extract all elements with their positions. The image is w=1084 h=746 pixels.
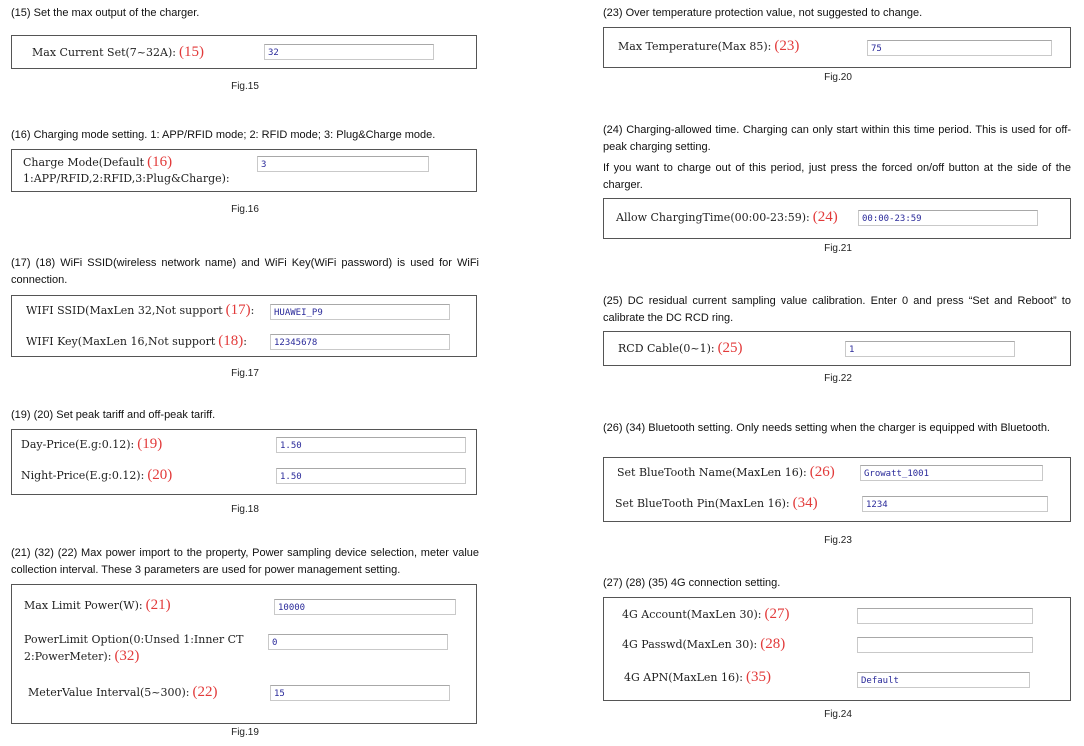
wifi-ssid-input[interactable]: HUAWEI_P9 <box>270 304 450 320</box>
fig21-panel <box>603 198 1071 239</box>
section-25-text: (25) DC residual current sampling value calibration. Enter 0 and press “Set and Reboot” to calibrate the DC RCD ring. <box>603 295 1071 324</box>
wifi-key-row <box>26 333 247 350</box>
fig23-panel <box>603 457 1071 522</box>
callout-24: (24) <box>812 209 838 225</box>
fig15-caption: Fig.15 <box>231 81 259 92</box>
fig22-panel <box>603 331 1071 366</box>
callout-25: (25) <box>717 340 743 356</box>
callout-21: (21) <box>145 597 171 613</box>
callout-27: (27) <box>764 606 790 622</box>
4g-passwd-input[interactable] <box>857 637 1033 653</box>
callout-20: (20) <box>147 467 173 483</box>
night-price-label: Night-Price(E.g:0.12): <box>21 469 145 482</box>
max-limit-row <box>24 597 171 614</box>
night-price-input[interactable]: 1.50 <box>276 468 466 484</box>
max-temperature-row <box>618 38 799 55</box>
charge-mode-row-1 <box>23 154 172 171</box>
callout-35: (35) <box>745 669 771 685</box>
callout-17: (17) <box>225 302 251 318</box>
section-16-text: (16) Charging mode setting. 1: APP/RFID mode; 2: RFID mode; 3: Plug&Charge mode. <box>11 129 436 141</box>
rcd-cable-row <box>618 340 743 357</box>
section-23-text: (23) Over temperature protection value, not suggested to change. <box>603 7 923 19</box>
wifi-key-colon: : <box>243 335 247 348</box>
night-price-row <box>21 467 172 484</box>
charge-mode-label: Charge Mode(Default <box>23 156 145 169</box>
day-price-input[interactable]: 1.50 <box>276 437 466 453</box>
max-current-input[interactable]: 32 <box>264 44 434 60</box>
day-price-row <box>21 436 162 453</box>
section-24-text-1: (24) Charging-allowed time. Charging can only start within this time period. This is used for off-peak charging setting. <box>603 124 1071 153</box>
bluetooth-name-label: Set BlueTooth Name(MaxLen 16): <box>617 466 807 479</box>
wifi-ssid-row <box>26 302 254 319</box>
max-temperature-label: Max Temperature(Max 85): <box>618 40 772 53</box>
power-limit-option-row-2 <box>24 648 139 665</box>
section-27-text: (27) (28) (35) 4G connection setting. <box>603 577 781 589</box>
meter-interval-label: MeterValue Interval(5~300): <box>28 686 190 699</box>
4g-account-label: 4G Account(MaxLen 30): <box>622 608 762 621</box>
wifi-key-label: WIFI Key(MaxLen 16,Not support <box>26 335 216 348</box>
fig22-caption: Fig.22 <box>824 373 852 384</box>
fig16-panel <box>11 149 477 192</box>
allow-charging-time-label: Allow ChargingTime(00:00-23:59): <box>616 211 810 224</box>
fig21-caption: Fig.21 <box>824 243 852 254</box>
4g-apn-input[interactable]: Default <box>857 672 1030 688</box>
bluetooth-pin-input[interactable]: 1234 <box>862 496 1048 512</box>
fig18-panel <box>11 429 477 495</box>
allow-charging-time-row <box>616 209 838 226</box>
fig15-panel <box>11 35 477 69</box>
fig20-panel <box>603 27 1071 68</box>
max-current-label: Max Current Set(7~32A): <box>32 46 176 59</box>
fig20-caption: Fig.20 <box>824 72 852 83</box>
callout-32: (32) <box>114 648 140 664</box>
charge-mode-row-2: 1:APP/RFID,2:RFID,3:Plug&Charge): <box>23 172 230 185</box>
max-limit-label: Max Limit Power(W): <box>24 599 143 612</box>
fig19-panel <box>11 584 477 724</box>
wifi-key-input[interactable]: 12345678 <box>270 334 450 350</box>
callout-22: (22) <box>192 684 218 700</box>
callout-34: (34) <box>792 495 818 511</box>
wifi-ssid-colon: : <box>250 304 255 317</box>
max-temperature-input[interactable]: 75 <box>867 40 1052 56</box>
section-24-text-2: If you want to charge out of this period, just press the forced on/off button at the side of the charger. <box>603 162 1071 191</box>
callout-15: (15) <box>178 44 204 60</box>
wifi-ssid-label: WIFI SSID(MaxLen 32,Not support <box>26 304 223 317</box>
callout-26: (26) <box>809 464 835 480</box>
fig17-caption: Fig.17 <box>231 368 259 379</box>
power-limit-option-row-1: PowerLimit Option(0:Unsed 1:Inner CT <box>24 633 244 646</box>
bluetooth-name-input[interactable]: Growatt_1001 <box>860 465 1043 481</box>
allow-charging-time-input[interactable]: 00:00-23:59 <box>858 210 1038 226</box>
rcd-cable-label: RCD Cable(0~1): <box>618 342 715 355</box>
power-limit-option-label: 2:PowerMeter): <box>24 650 112 663</box>
4g-passwd-row <box>622 636 785 653</box>
callout-16: (16) <box>147 154 173 170</box>
charge-mode-input[interactable]: 3 <box>257 156 429 172</box>
section-26-text: (26) (34) Bluetooth setting. Only needs setting when the charger is equipped with Bluetooth. <box>603 422 1050 434</box>
max-current-row <box>32 44 204 61</box>
callout-23: (23) <box>774 38 800 54</box>
bluetooth-pin-row <box>615 495 818 512</box>
section-18-text: (19) (20) Set peak tariff and off-peak tariff. <box>11 409 216 421</box>
rcd-cable-input[interactable]: 1 <box>845 341 1015 357</box>
callout-18: (18) <box>218 333 244 349</box>
section-17-text: (17) (18) WiFi SSID(wireless network name) and WiFi Key(WiFi password) is used for WiFi connection. <box>11 257 479 286</box>
fig16-caption: Fig.16 <box>231 204 259 215</box>
fig18-caption: Fig.18 <box>231 504 259 515</box>
max-limit-input[interactable]: 10000 <box>274 599 456 615</box>
day-price-label: Day-Price(E.g:0.12): <box>21 438 135 451</box>
callout-28: (28) <box>760 636 786 652</box>
fig24-panel <box>603 597 1071 701</box>
bluetooth-pin-label: Set BlueTooth Pin(MaxLen 16): <box>615 497 790 510</box>
4g-account-row <box>622 606 789 623</box>
callout-19: (19) <box>137 436 163 452</box>
fig24-caption: Fig.24 <box>824 709 852 720</box>
power-limit-option-input[interactable]: 0 <box>268 634 448 650</box>
4g-apn-label: 4G APN(MaxLen 16): <box>624 671 743 684</box>
4g-apn-row <box>624 669 771 686</box>
4g-passwd-label: 4G Passwd(MaxLen 30): <box>622 638 758 651</box>
section-15-text: (15) Set the max output of the charger. <box>11 7 200 19</box>
meter-interval-input[interactable]: 15 <box>270 685 450 701</box>
fig19-caption: Fig.19 <box>231 727 259 738</box>
meter-interval-row <box>28 684 217 701</box>
fig23-caption: Fig.23 <box>824 535 852 546</box>
fig17-panel <box>11 295 477 357</box>
bluetooth-name-row <box>617 464 835 481</box>
section-19-text: (21) (32) (22) Max power import to the property, Power sampling device selection, meter value collection interval. These 3 parameters are used for power management setting. <box>11 547 479 576</box>
4g-account-input[interactable] <box>857 608 1033 624</box>
